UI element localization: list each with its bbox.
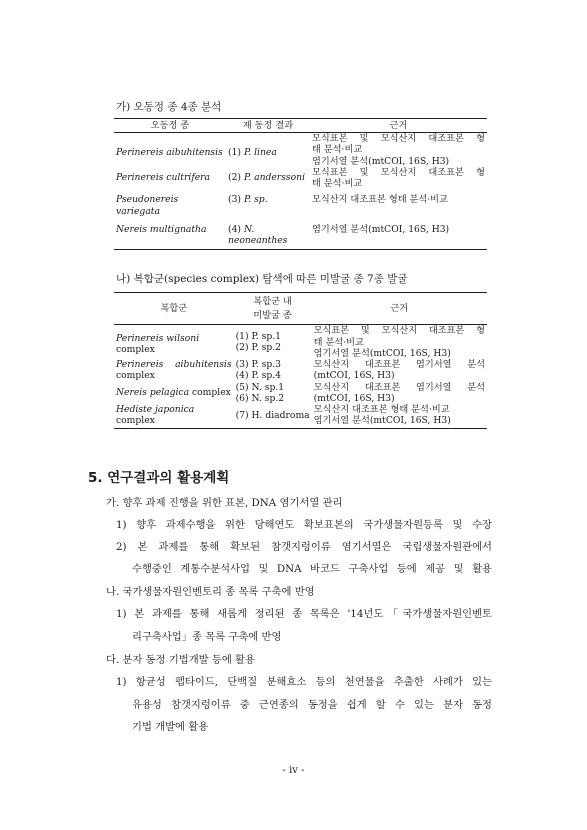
header-cell: 오동정 종: [114, 119, 226, 133]
page-number: - iv -: [282, 765, 305, 776]
complex-cell: Perinereis aibuhitensis complex: [116, 359, 232, 382]
header-cell: 근거: [312, 293, 487, 325]
result-cell: (1) P. linea: [228, 147, 277, 159]
table-row: [114, 404, 487, 429]
species-cell: Pseudonereis variegata: [116, 194, 179, 217]
basis-cell: 모식산지 대조표본 염기서열 분석 (mtCOI, 16S, H3): [313, 381, 485, 404]
table-row: [114, 359, 487, 381]
result-cell: (2) P. anderssoni: [228, 172, 306, 184]
basis-cell: 모식표본 및 모식산지 대조표본 형 태 분석·비교 염기서열 분석(mtCOI, 16S, H3): [313, 325, 485, 359]
paragraph-line: 다. 분자 동정 기법개발 등에 활용: [106, 654, 255, 666]
species-cell: Perinereis aibuhitensis: [116, 147, 223, 159]
complex-cell: Nereis pelagica complex: [116, 387, 231, 399]
paragraph-line: 수행중인 계통수분석사업 및 DNA 바코드 구축사업 등에 제공 및 활용: [132, 563, 492, 575]
paragraph-line: 유용성 참갯지렁이류 중 근연종의 동정을 쉽게 할 수 있는 분자 동정: [132, 699, 492, 711]
species-cell: Nereis multignatha: [114, 217, 226, 250]
section-heading: 5. 연구결과의 활용계획: [88, 470, 230, 486]
paragraph-line: 가. 향후 과제 진행을 위한 표본, DNA 염기서열 관리: [106, 497, 343, 509]
table-row: [114, 189, 487, 216]
table-header-row: [114, 119, 487, 133]
table-row: [114, 382, 487, 404]
result-cell: (4) N. neoneanthes: [226, 217, 310, 250]
table-row: [114, 325, 487, 359]
subtitle-misidentified: 가) 오동정 종 4종 분석: [116, 101, 222, 113]
header-cell: 근거: [310, 119, 487, 133]
subtitle-species-complex: 나) 복합군(species complex) 탐색에 따른 미발굴 종 7종 발굴: [116, 273, 408, 285]
basis-cell: 모식산지 대조표본 형태 분석·비교 염기서열 분석(mtCOI, 16S, H3): [312, 404, 487, 429]
paragraph-line: 나. 국가생물자원인벤토리 종 목록 구축에 반영: [106, 586, 315, 598]
items-cell: (7) H. diadroma: [234, 404, 312, 429]
paragraph-line: 리구축사업」종 목록 구축에 반영: [132, 631, 282, 643]
header-cell: 복합군 내 미발굴 종: [234, 293, 312, 325]
paragraph-line: 2) 본 과제를 통해 확보된 참갯지렁이류 염기서열은 국립생물자원관에서: [116, 541, 492, 553]
header-cell: 복합군: [114, 293, 234, 325]
header-cell: 재 동정 결과: [226, 119, 310, 133]
table-misidentified-species: [114, 118, 487, 250]
complex-cell: Hediste japonica complex: [114, 404, 234, 429]
paragraph-line: 1) 항균성 펩타이드, 단백질 분해효소 등의 천연물을 추출한 사례가 있는: [116, 676, 492, 688]
basis-cell: 모식표본 및 모식산지 대조표본 형 태 분석·비교: [312, 166, 485, 190]
result-cell: (3) P. sp.: [228, 194, 268, 206]
items-cell: (5) N. sp.1 (6) N. sp.2: [235, 381, 285, 404]
complex-cell: Perinereis wilsoni complex: [116, 333, 200, 356]
items-cell: (3) P. sp.3 (4) P. sp.4: [235, 359, 282, 382]
basis-cell: 모식산지 대조표본 형태 분석·비교: [312, 194, 448, 206]
table-header-row: [114, 293, 487, 325]
species-cell: Perinereis cultrifera: [116, 172, 211, 184]
basis-cell: 모식산지 대조표본 염기서열 분석 (mtCOI, 16S, H3): [313, 359, 485, 382]
basis-cell: 모식표본 및 모식산지 대조표본 형 태 분석·비교 염기서열 분석(mtCOI, 16S, H3): [312, 133, 485, 167]
table-row: [114, 217, 487, 250]
items-cell: (1) P. sp.1 (2) P. sp.2: [235, 331, 282, 354]
table-species-complex: [114, 292, 487, 429]
basis-cell: 염기서열 분석(mtCOI, 16S, H3): [310, 217, 487, 250]
table-row: [114, 133, 487, 167]
paragraph-line: 1) 본 과제를 통해 새롭게 정리된 종 목록은 '14년도「국가생물자원인벤토: [116, 608, 492, 620]
table-row: [114, 167, 487, 189]
paragraph-line: 기법 개발에 활용: [132, 721, 209, 733]
paragraph-line: 1) 향후 과제수행을 위한 당해연도 확보표본의 국가생물자원등록 및 수장: [116, 519, 492, 531]
